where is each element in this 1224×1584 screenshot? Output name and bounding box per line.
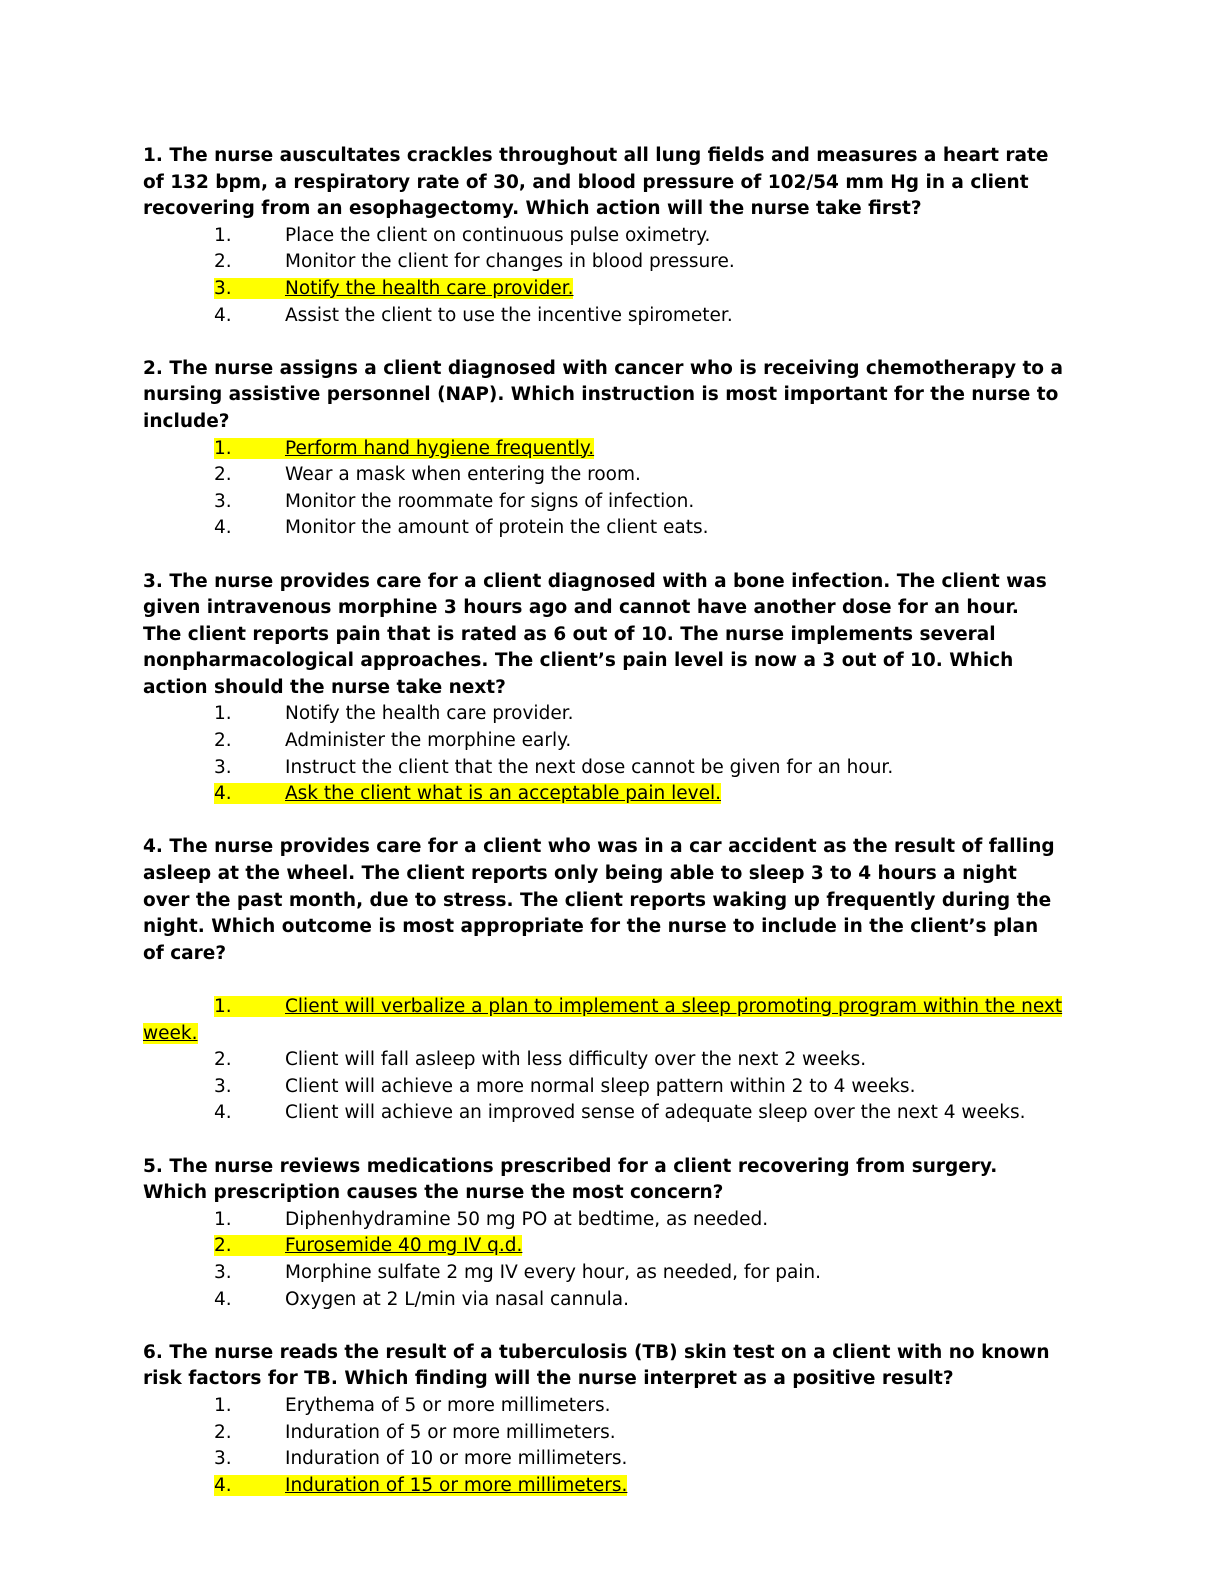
answer-option: 4. Client will achieve an improved sense of adequate sleep over the next 4 weeks. — [214, 1102, 1026, 1124]
answer-options — [143, 701, 1063, 807]
answer-option: 2. Wear a mask when entering the room. — [214, 464, 641, 486]
answer-option: 3. Induration of 10 or more millimeters. — [214, 1448, 628, 1470]
answer-option: 2. Monitor the client for changes in blood pressure. — [214, 251, 735, 273]
correct-answer-option — [143, 276, 1063, 303]
answer-option: 4. Assist the client to use the incentive spirometer. — [214, 304, 733, 326]
question-3 — [143, 569, 1063, 808]
answer-option: 4. Monitor the amount of protein the client eats. — [214, 517, 709, 539]
question-stem: 5. The nurse reviews medications prescribed for a client recovering from surgery. Which prescription causes the nurse the most concern? — [143, 1155, 998, 1204]
question-4 — [143, 834, 1063, 1127]
answer-option: 1. Place the client on continuous pulse oximetry. — [214, 224, 711, 246]
question-6 — [143, 1340, 1063, 1500]
question-stem: 1. The nurse auscultates crackles throughout all lung fields and measures a heart rate of 132 bpm, a respiratory rate of 30, and blood pressure of 102/54 mm Hg in a client recovering from an esophagectomy. Which action will the nurse take first? — [143, 145, 1049, 220]
answer-option: 1. Notify the health care provider. — [214, 703, 574, 725]
question-stem: 6. The nurse reads the result of a tuberculosis (TB) skin test on a client with no known risk factors for TB. Which finding will the nurse interpret as a positive result? — [143, 1341, 1050, 1390]
answer-option: 4. Oxygen at 2 L/min via nasal cannula. — [214, 1288, 630, 1310]
answer-options — [143, 436, 1063, 542]
answer-option: 1. Erythema of 5 or more millimeters. — [214, 1394, 611, 1416]
answer-highlight: 1. Client will verbalize a plan to implement a sleep promoting program within the next week. — [143, 996, 1063, 1044]
correct-answer-option — [143, 994, 1063, 1047]
question-1 — [143, 143, 1063, 329]
answer-option: 2. Induration of 5 or more millimeters. — [214, 1421, 616, 1443]
answer-option: 3. Client will achieve a more normal sleep pattern within 2 to 4 weeks. — [214, 1075, 916, 1097]
answer-highlight: 2. Furosemide 40 mg IV q.d. — [214, 1235, 523, 1257]
answer-options — [143, 1207, 1063, 1313]
answer-options — [143, 994, 1063, 1127]
answer-options — [143, 223, 1063, 329]
answer-option: 2. Administer the morphine early. — [214, 730, 572, 752]
blank-line — [143, 967, 1063, 994]
correct-answer-option — [143, 1233, 1063, 1260]
answer-highlight: 4. Ask the client what is an acceptable pain level. — [214, 783, 721, 805]
answer-highlight: 3. Notify the health care provider. — [214, 277, 574, 299]
answer-option: 3. Instruct the client that the next dose cannot be given for an hour. — [214, 756, 894, 778]
correct-answer-option — [143, 436, 1063, 463]
answer-highlight: 4. Induration of 15 or more millimeters. — [214, 1474, 628, 1496]
answer-options — [143, 1393, 1063, 1499]
answer-option: 3. Morphine sulfate 2 mg IV every hour, as needed, for pain. — [214, 1261, 822, 1283]
document-page — [143, 143, 1063, 1526]
question-stem: 2. The nurse assigns a client diagnosed with cancer who is receiving chemotherapy to a nursing assistive personnel (NAP). Which instruction is most important for the nurse to include? — [143, 357, 1063, 432]
correct-answer-option — [143, 1473, 1063, 1500]
question-stem: 4. The nurse provides care for a client who was in a car accident as the result of falling asleep at the wheel. The client reports only being able to sleep 3 to 4 hours a night over the past month, due to stress. The client reports waking up frequently during the night. Which outcome is most appropriate for the nurse to include in the client’s plan of care? — [143, 836, 1055, 964]
correct-answer-option — [143, 781, 1063, 808]
answer-highlight: 1. Perform hand hygiene frequently. — [214, 437, 595, 459]
question-stem: 3. The nurse provides care for a client diagnosed with a bone infection. The client was given intravenous morphine 3 hours ago and cannot have another dose for an hour. The client reports pain that is rated as 6 out of 10. The nurse implements several nonpharmacological approaches. The client’s pain level is now a 3 out of 10. Which action should the nurse take next? — [143, 570, 1047, 698]
answer-option: 2. Client will fall asleep with less difficulty over the next 2 weeks. — [214, 1049, 867, 1071]
answer-option: 3. Monitor the roommate for signs of infection. — [214, 490, 695, 512]
question-2 — [143, 356, 1063, 542]
answer-option: 1. Diphenhydramine 50 mg PO at bedtime, as needed. — [214, 1208, 769, 1230]
question-5 — [143, 1154, 1063, 1314]
